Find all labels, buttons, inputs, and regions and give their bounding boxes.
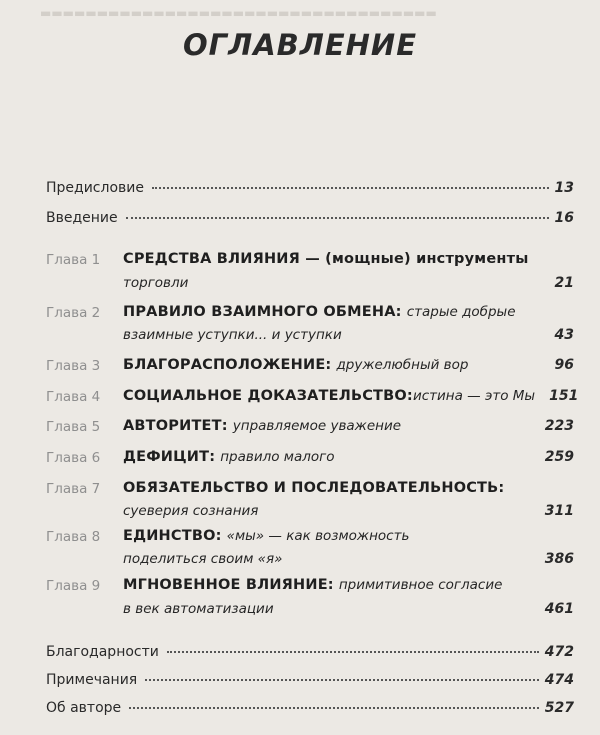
- toc-entry-about-author[interactable]: [46, 700, 574, 716]
- chapter-title: ПРАВИЛО ВЗАИМНОГО ОБМЕНА:: [123, 304, 402, 320]
- toc-page-number: 472: [544, 644, 574, 660]
- toc-entry-label: Предисловие: [46, 180, 144, 196]
- toc-page-number: 43: [554, 327, 574, 343]
- dot-leader: [129, 707, 539, 709]
- toc-entry-preface[interactable]: [46, 180, 574, 196]
- chapter-subtitle-cont: в век автоматизации: [123, 601, 274, 617]
- toc-entry-notes[interactable]: [46, 672, 574, 688]
- toc-page-number: 461: [544, 601, 574, 617]
- chapter-number: Глава 3: [46, 358, 101, 374]
- toc-entry-label: Об авторе: [46, 700, 122, 716]
- chapter-number: Глава 4: [46, 389, 101, 405]
- toc-page-number: 16: [554, 210, 574, 226]
- toc-page-number: 223: [544, 418, 574, 434]
- show-through-texture: ▬▬▬▬▬▬▬▬▬▬▬▬▬▬▬▬▬▬▬▬▬▬▬▬▬▬▬▬▬▬▬▬▬▬▬: [40, 6, 437, 20]
- toc-page-number: 13: [554, 180, 574, 196]
- dot-leader: [145, 679, 539, 681]
- chapter-subtitle: истина — это Мы: [412, 388, 536, 404]
- toc-page-number: 311: [544, 503, 574, 519]
- chapter-subtitle-cont: взаимные уступки... и уступки: [123, 327, 342, 343]
- toc-page-number: 527: [544, 700, 574, 716]
- toc-entry-label: Введение: [46, 210, 118, 226]
- toc-page-number: 259: [544, 449, 574, 465]
- chapter-number: Глава 6: [46, 450, 101, 466]
- chapter-title: СРЕДСТВА ВЛИЯНИЯ — (мощные) инструменты: [123, 251, 529, 267]
- toc-entry-label: Благодарности: [46, 644, 159, 660]
- chapter-number: Глава 7: [46, 481, 101, 497]
- chapter-number: Глава 5: [46, 419, 101, 435]
- toc-entry-label: Примечания: [46, 672, 138, 688]
- chapter-subtitle: старые добрые: [406, 304, 516, 320]
- chapter-title: ДЕФИЦИТ:: [123, 449, 216, 465]
- chapter-subtitle-cont: поделиться своим «я»: [123, 551, 283, 567]
- chapter-subtitle: «мы» — как возможность: [226, 528, 410, 544]
- chapter-title: АВТОРИТЕТ:: [123, 418, 228, 434]
- chapter-subtitle-cont: торговли: [123, 275, 189, 291]
- toc-entry-acknowledgments[interactable]: [46, 644, 574, 660]
- toc-entry-introduction[interactable]: [46, 210, 574, 226]
- toc-page-number: 96: [554, 357, 574, 373]
- chapter-subtitle: управляемое уважение: [232, 418, 402, 434]
- chapter-subtitle: примитивное согласие: [338, 577, 503, 593]
- chapter-subtitle: правило малого: [220, 449, 335, 465]
- toc-page-number: 386: [544, 551, 574, 567]
- chapter-title: МГНОВЕННОЕ ВЛИЯНИЕ:: [123, 577, 334, 593]
- page-title: ОГЛАВЛЕНИЕ: [182, 28, 417, 62]
- chapter-number: Глава 1: [46, 252, 101, 268]
- toc-page-number: 474: [544, 672, 574, 688]
- toc-page-number: 21: [554, 275, 574, 291]
- chapter-title: ЕДИНСТВО:: [123, 528, 222, 544]
- dot-leader: [152, 187, 549, 189]
- toc-page-number: 151: [549, 388, 579, 404]
- chapter-number: Глава 2: [46, 305, 101, 321]
- dot-leader: [167, 651, 539, 653]
- chapter-title: СОЦИАЛЬНОЕ ДОКАЗАТЕЛЬСТВО:: [123, 388, 413, 404]
- chapter-title: ОБЯЗАТЕЛЬСТВО И ПОСЛЕДОВАТЕЛЬНОСТЬ:: [123, 480, 505, 496]
- chapter-subtitle: дружелюбный вор: [336, 357, 469, 373]
- chapter-subtitle-cont: суеверия сознания: [123, 503, 259, 519]
- chapter-number: Глава 8: [46, 529, 101, 545]
- chapter-title: БЛАГОРАСПОЛОЖЕНИЕ:: [123, 357, 332, 373]
- chapter-number: Глава 9: [46, 578, 101, 594]
- dot-leader: [126, 217, 549, 219]
